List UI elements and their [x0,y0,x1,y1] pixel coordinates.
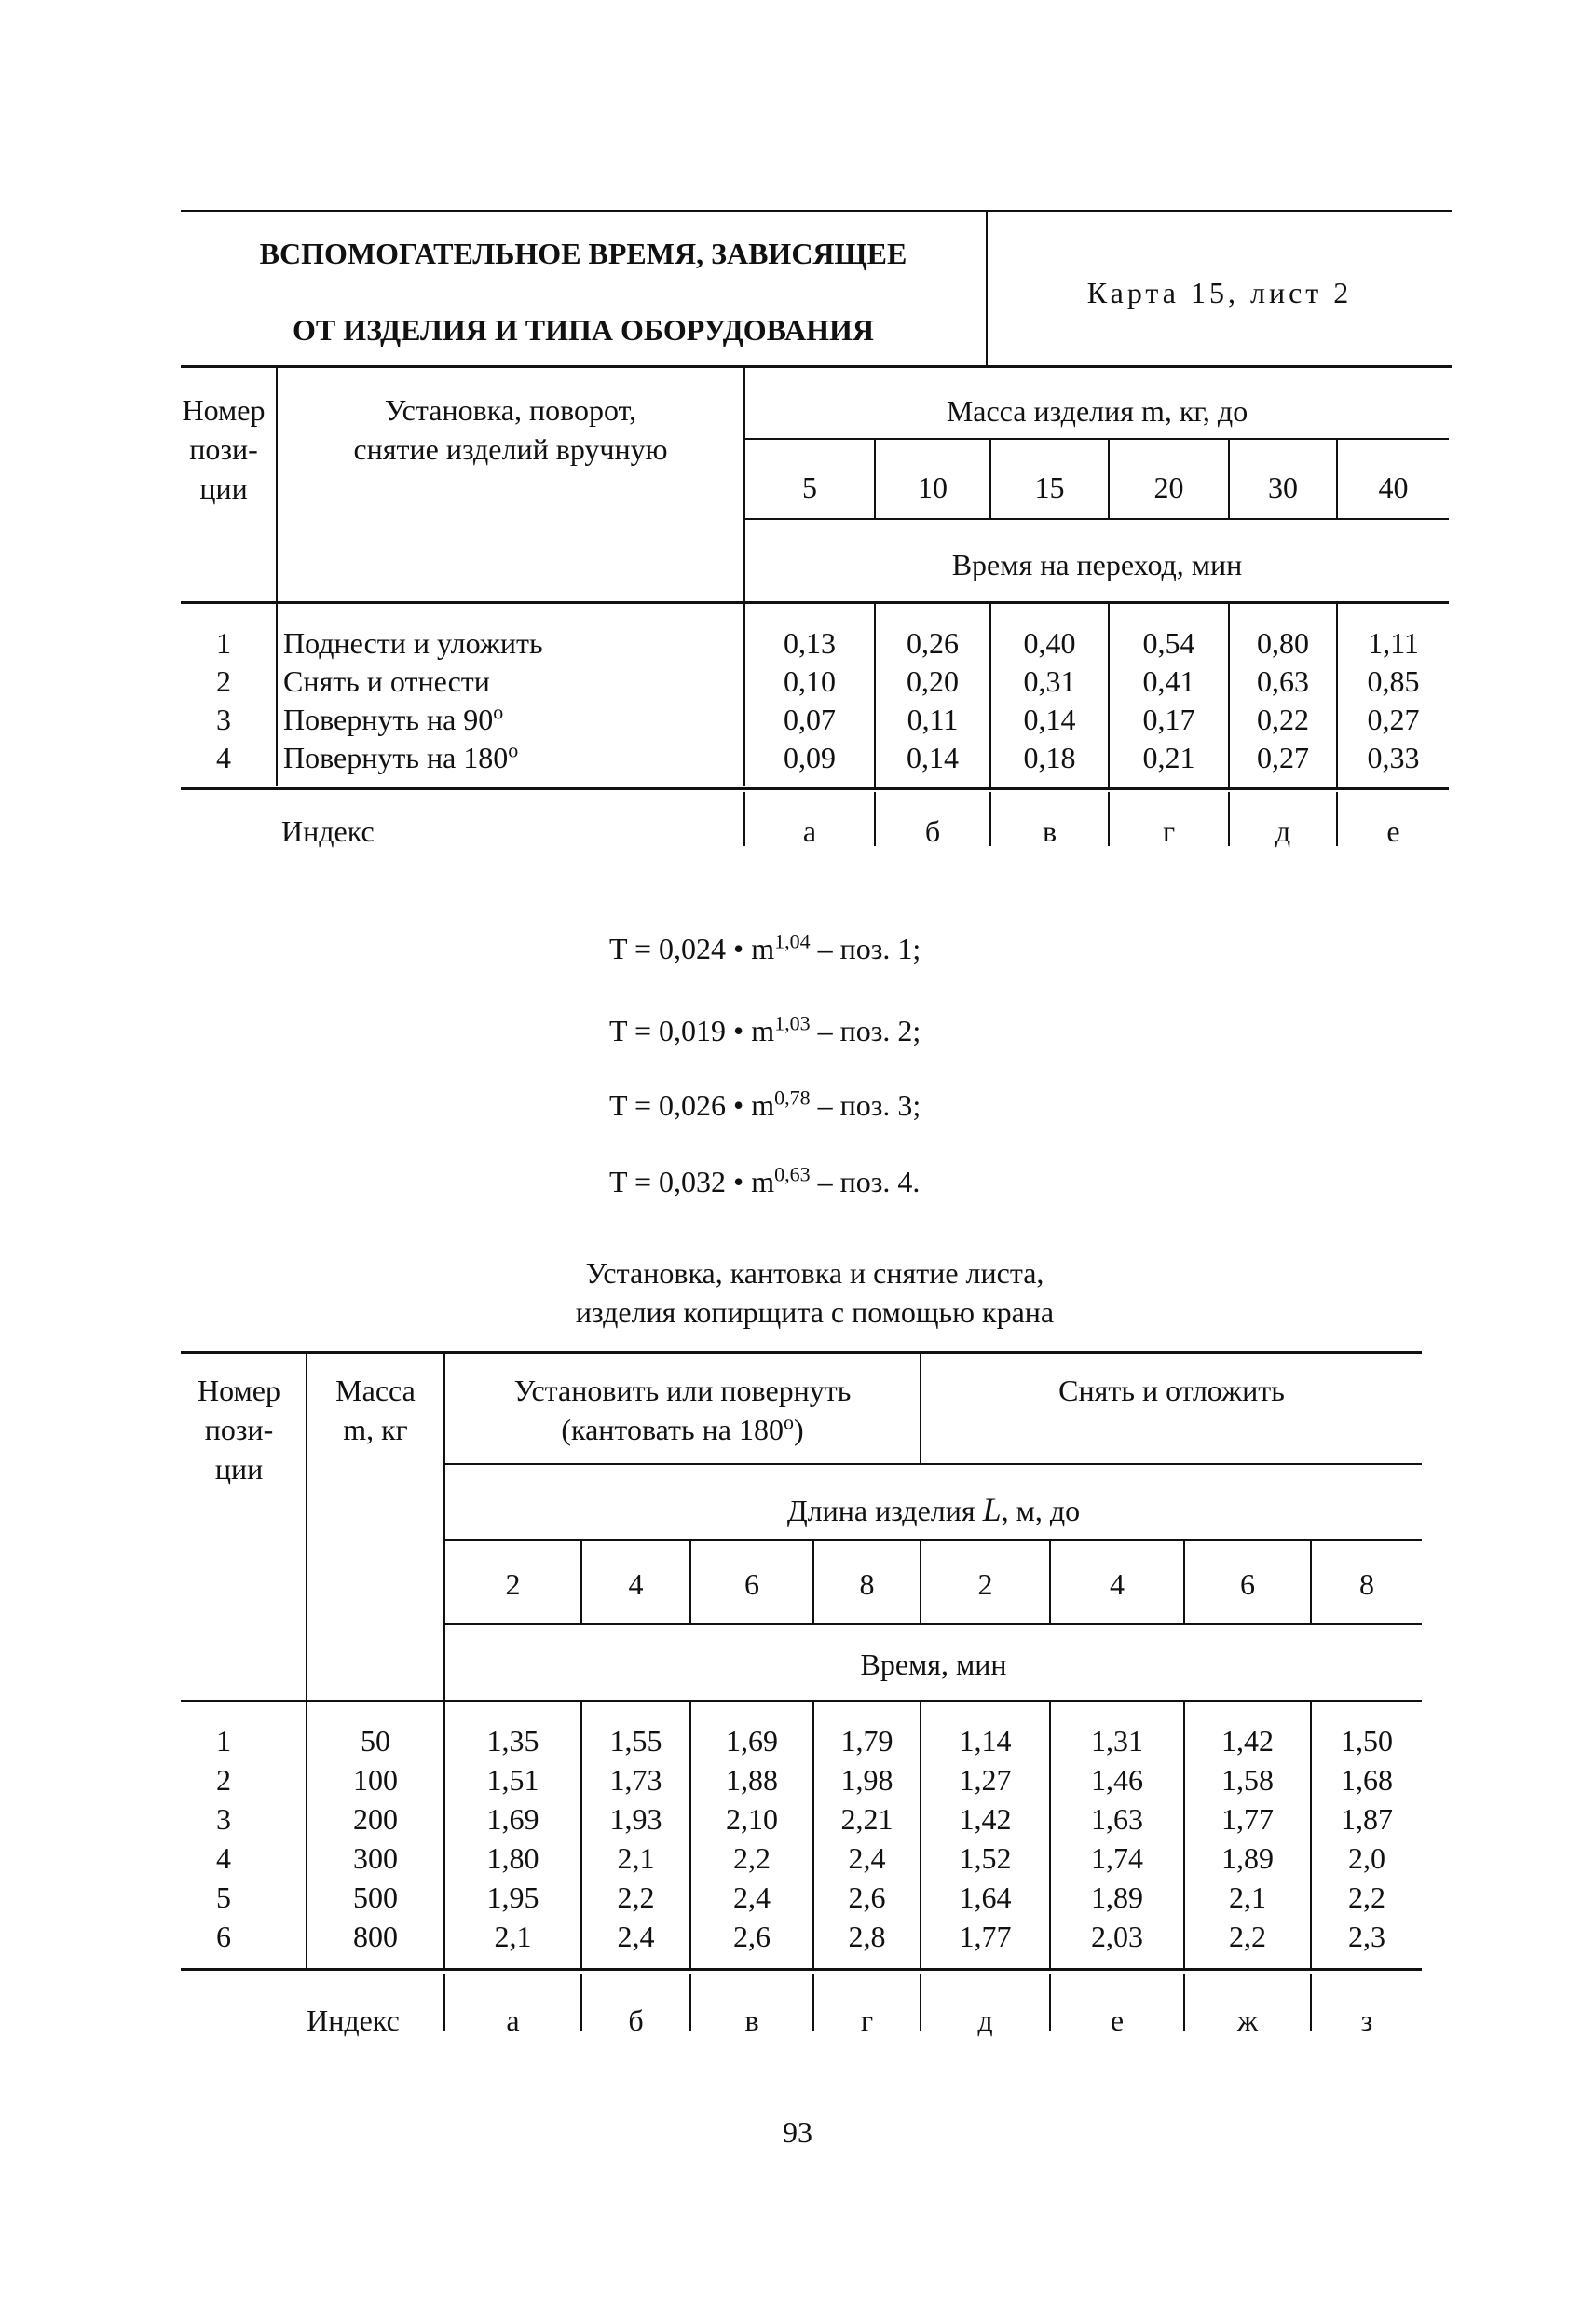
t2-row-pos: 5 [216,1880,231,1914]
t2-cell: 2,4 [617,1920,655,1953]
t2-hline-group [445,1463,1422,1465]
t2-cell: 2,0 [1348,1841,1385,1875]
t2-cell: 2,6 [848,1880,886,1914]
t2-hline-lengths [445,1623,1422,1625]
t1-cell: 0,10 [784,664,836,698]
section2-title-line1: Установка, кантовка и снятие листа, [585,1256,1044,1290]
card-label: Карта 15, лист 2 [1086,276,1353,309]
t1-row-op-text: Повернуть на 90 [283,703,494,736]
t2-row-mass: 50 [361,1724,390,1757]
t2-cell: 2,1 [617,1841,655,1875]
t2-cell: 1,69 [486,1802,539,1836]
t2-hline-header-bottom [181,1700,1422,1702]
formula-exp: 0,63 [774,1162,811,1186]
t2-cell: 2,3 [1348,1920,1385,1953]
t1-mass-20: 20 [1153,471,1184,504]
t1-row-op [283,666,490,696]
t1-cell: 0,40 [1023,626,1076,660]
t2-length-header-text: Длина изделия [786,1494,975,1527]
t1-row-op [283,628,543,658]
header-title-line2: ОТ ИЗДЕЛИЯ И ТИПА ОБОРУДОВАНИЯ [293,313,874,347]
t2-cell: 2,1 [494,1920,532,1953]
t2-hline-length [445,1539,1422,1541]
t2-cell: 1,27 [959,1763,1012,1797]
t2-col-mass-l1: Масса [335,1374,416,1407]
t2-cell: 1,58 [1221,1763,1274,1797]
t1-cell: 0,20 [907,664,959,698]
t1-cell: 0,27 [1367,703,1420,736]
t1-col-pos-l3: ции [199,472,248,505]
t2-length-var: L [982,1491,1002,1528]
t1-col-op-l1: Установка, поворот, [384,393,637,427]
t2-hline-body-bottom [181,1968,1422,1971]
t2-cell: 1,74 [1091,1841,1143,1875]
t2-cell: 1,64 [959,1880,1012,1914]
t2-cell: 1,79 [840,1724,893,1757]
t2-cell: 1,80 [486,1841,539,1875]
t1-index: б [924,814,941,848]
t2-group1-l2-text: (кантовать на 180 [561,1413,784,1446]
t1-cell: 0,17 [1142,703,1195,736]
t1-row-pos: 2 [216,664,231,698]
t2-cell: 2,2 [733,1841,771,1875]
t2-cell: 1,87 [1341,1802,1393,1836]
t2-col-pos-l2: пози- [204,1413,274,1446]
t1-cell: 0,13 [784,626,836,660]
t2-cell: 1,55 [609,1724,662,1757]
t2-cell: 2,2 [1229,1920,1266,1953]
t1-vline-pos [276,367,278,786]
t2-time-header: Время, мин [860,1648,1007,1681]
t2-cell: 2,4 [733,1880,771,1914]
t2-cell: 2,21 [840,1802,893,1836]
t1-hline-mass [745,438,1449,440]
t2-row-mass: 300 [353,1841,398,1875]
t2-cell: 1,89 [1221,1841,1274,1875]
t1-col-pos-l1: Номер [182,393,266,427]
t2-length: 8 [1359,1567,1374,1601]
t1-cell: 0,85 [1367,664,1420,698]
t2-group2: Снять и отложить [1058,1374,1285,1407]
t1-row-pos: 3 [216,703,231,736]
t2-cell: 1,63 [1091,1802,1143,1836]
t1-row-op-sup: о [508,738,519,762]
t1-row-op-text: Повернуть на 180 [283,741,509,774]
t2-row-mass: 500 [353,1880,398,1914]
t2-row-pos: 1 [216,1724,231,1757]
t2-cell: 2,6 [733,1920,771,1953]
t1-hline-header-bottom [181,601,1449,604]
t1-row-op [283,738,519,774]
t1-cell: 0,63 [1257,664,1309,698]
formula-lhs: T = 0,026 • m [609,1088,775,1122]
t1-mass-5: 5 [802,471,817,504]
t2-cell: 1,89 [1091,1880,1143,1914]
formula-rhs: – поз. 1; [817,932,921,965]
t2-hline-top [181,1351,1422,1354]
t2-cell: 1,98 [840,1763,893,1797]
t1-cell: 0,27 [1257,741,1309,774]
t1-row-op-sup: о [493,700,504,724]
header-title-line1: ВСПОМОГАТЕЛЬНОЕ ВРЕМЯ, ЗАВИСЯЩЕЕ [259,237,907,270]
t2-cell: 1,46 [1091,1763,1143,1797]
t1-time-header: Время на переход, мин [951,548,1243,581]
t1-hline-masses [745,518,1449,520]
t1-index: д [1275,814,1291,848]
t2-row-mass: 100 [353,1763,398,1797]
t1-cell: 0,31 [1023,664,1076,698]
section2-title-line2: изделия копирщита с помощью крана [575,1295,1055,1329]
t2-cell: 1,77 [959,1920,1012,1953]
t2-cell: 1,69 [726,1724,778,1757]
t1-cell: 0,33 [1367,741,1420,774]
t1-row-op [283,700,504,736]
t2-cell: 1,73 [609,1763,662,1797]
t2-row-pos: 3 [216,1802,231,1836]
t2-length: 6 [1240,1567,1255,1601]
t2-cell: 1,42 [1221,1724,1274,1757]
t2-cell: 1,93 [609,1802,662,1836]
t1-index: г [1162,814,1176,848]
formula-lhs: T = 0,032 • m [609,1165,775,1198]
t2-index: з [1360,2003,1373,2037]
t2-length: 4 [628,1567,644,1601]
t2-length-header [445,1493,1422,1526]
t1-mass-15: 15 [1034,471,1065,504]
t2-cell: 1,88 [726,1763,778,1797]
t2-length-tail: , м, до [1001,1494,1081,1527]
t1-cell: 0,26 [907,626,959,660]
t1-row-pos: 4 [216,741,231,774]
t1-index: е [1386,814,1400,848]
t2-cell: 2,03 [1091,1920,1143,1953]
t2-length: 2 [977,1567,993,1601]
t2-cell: 1,50 [1341,1724,1393,1757]
header-top-rule [181,210,1452,212]
t1-mass-header: Масса изделия m, кг, до [946,394,1248,428]
t1-cell: 0,22 [1257,703,1309,736]
t2-row-pos: 2 [216,1763,231,1797]
t2-cell: 2,10 [726,1802,778,1836]
t2-cell: 2,2 [617,1880,655,1914]
t1-cell: 0,14 [907,741,959,774]
formula-rhs: – поз. 4. [817,1165,921,1198]
t2-cell: 1,42 [959,1802,1012,1836]
formula-4 [609,1162,921,1198]
t2-col-mass-l2: m, кг [343,1413,408,1446]
header-bottom-rule [181,365,1452,368]
t2-cell: 1,31 [1091,1724,1143,1757]
t1-cell: 0,14 [1023,703,1076,736]
formula-rhs: – поз. 3; [817,1088,921,1122]
t1-mass-40: 40 [1378,471,1409,504]
t2-cell: 1,51 [486,1763,539,1797]
t1-index: а [802,814,817,848]
t2-length: 8 [859,1567,875,1601]
t1-cell: 0,09 [784,741,836,774]
t1-cell: 0,41 [1142,664,1195,698]
t2-index-label: Индекс [307,2003,400,2037]
t1-cell: 0,54 [1142,626,1195,660]
formula-lhs: T = 0,024 • m [609,932,775,965]
t2-cell: 1,52 [959,1841,1012,1875]
formula-1 [609,929,921,965]
t1-index-label: Индекс [281,814,375,848]
t2-cell: 2,8 [848,1920,886,1953]
t2-group1-l2 [445,1410,920,1446]
t2-row-mass: 800 [353,1920,398,1953]
t1-row-op-text: Поднести и уложить [283,626,543,660]
t1-mass-30: 30 [1268,471,1298,504]
t2-index: в [744,2003,759,2037]
t1-cell: 0,11 [907,703,959,736]
t2-group1-l1: Установить или повернуть [513,1374,852,1407]
t2-cell: 1,68 [1341,1763,1393,1797]
formula-lhs: T = 0,019 • m [609,1014,775,1047]
t2-cell: 1,35 [486,1724,539,1757]
t2-index: г [860,2003,874,2037]
t2-row-mass: 200 [353,1802,398,1836]
t2-cell: 2,1 [1229,1880,1266,1914]
formula-2 [609,1011,921,1047]
t2-index: ж [1236,2003,1259,2037]
t2-cell: 2,2 [1348,1880,1385,1914]
t2-index: е [1110,2003,1125,2037]
t2-vline-pos [306,1353,307,1968]
formula-rhs: – поз. 2; [817,1014,921,1047]
t2-cell: 2,4 [848,1841,886,1875]
t2-cell: 1,14 [959,1724,1012,1757]
t2-group1-sup: о [783,1410,794,1434]
formula-3 [609,1086,921,1122]
t1-col-pos-l2: пози- [189,432,258,466]
t2-vline-group [920,1353,921,1463]
t1-row-op-text: Снять и отнести [283,664,490,698]
t2-length: 2 [505,1567,521,1601]
page-number: 93 [783,2115,812,2149]
t1-hline-body-bottom [181,787,1449,790]
t1-mass-10: 10 [918,471,948,504]
formula-exp: 0,78 [774,1086,811,1110]
t2-index: б [628,2003,644,2037]
t2-length: 6 [744,1567,759,1601]
t1-col-op-l2: снятие изделий вручную [353,432,668,466]
t2-length: 4 [1110,1567,1125,1601]
t1-cell: 0,07 [784,703,836,736]
t1-cell: 0,21 [1142,741,1195,774]
t1-cell: 1,11 [1368,626,1419,660]
t2-cell: 1,95 [486,1880,539,1914]
t2-row-pos: 6 [216,1920,231,1953]
t1-index: в [1042,814,1057,848]
formula-exp: 1,03 [774,1011,811,1035]
t2-cell: 1,77 [1221,1802,1274,1836]
t2-index: а [506,2003,520,2037]
formula-exp: 1,04 [774,929,811,953]
t1-cell: 0,80 [1257,626,1309,660]
t1-row-pos: 1 [216,626,231,660]
t1-cell: 0,18 [1023,741,1076,774]
t2-group1-close: ) [793,1413,804,1446]
t2-col-pos-l1: Номер [198,1374,280,1407]
t2-row-pos: 4 [216,1841,231,1875]
t2-index: д [977,2003,993,2037]
t2-col-pos-l3: ции [214,1452,264,1485]
